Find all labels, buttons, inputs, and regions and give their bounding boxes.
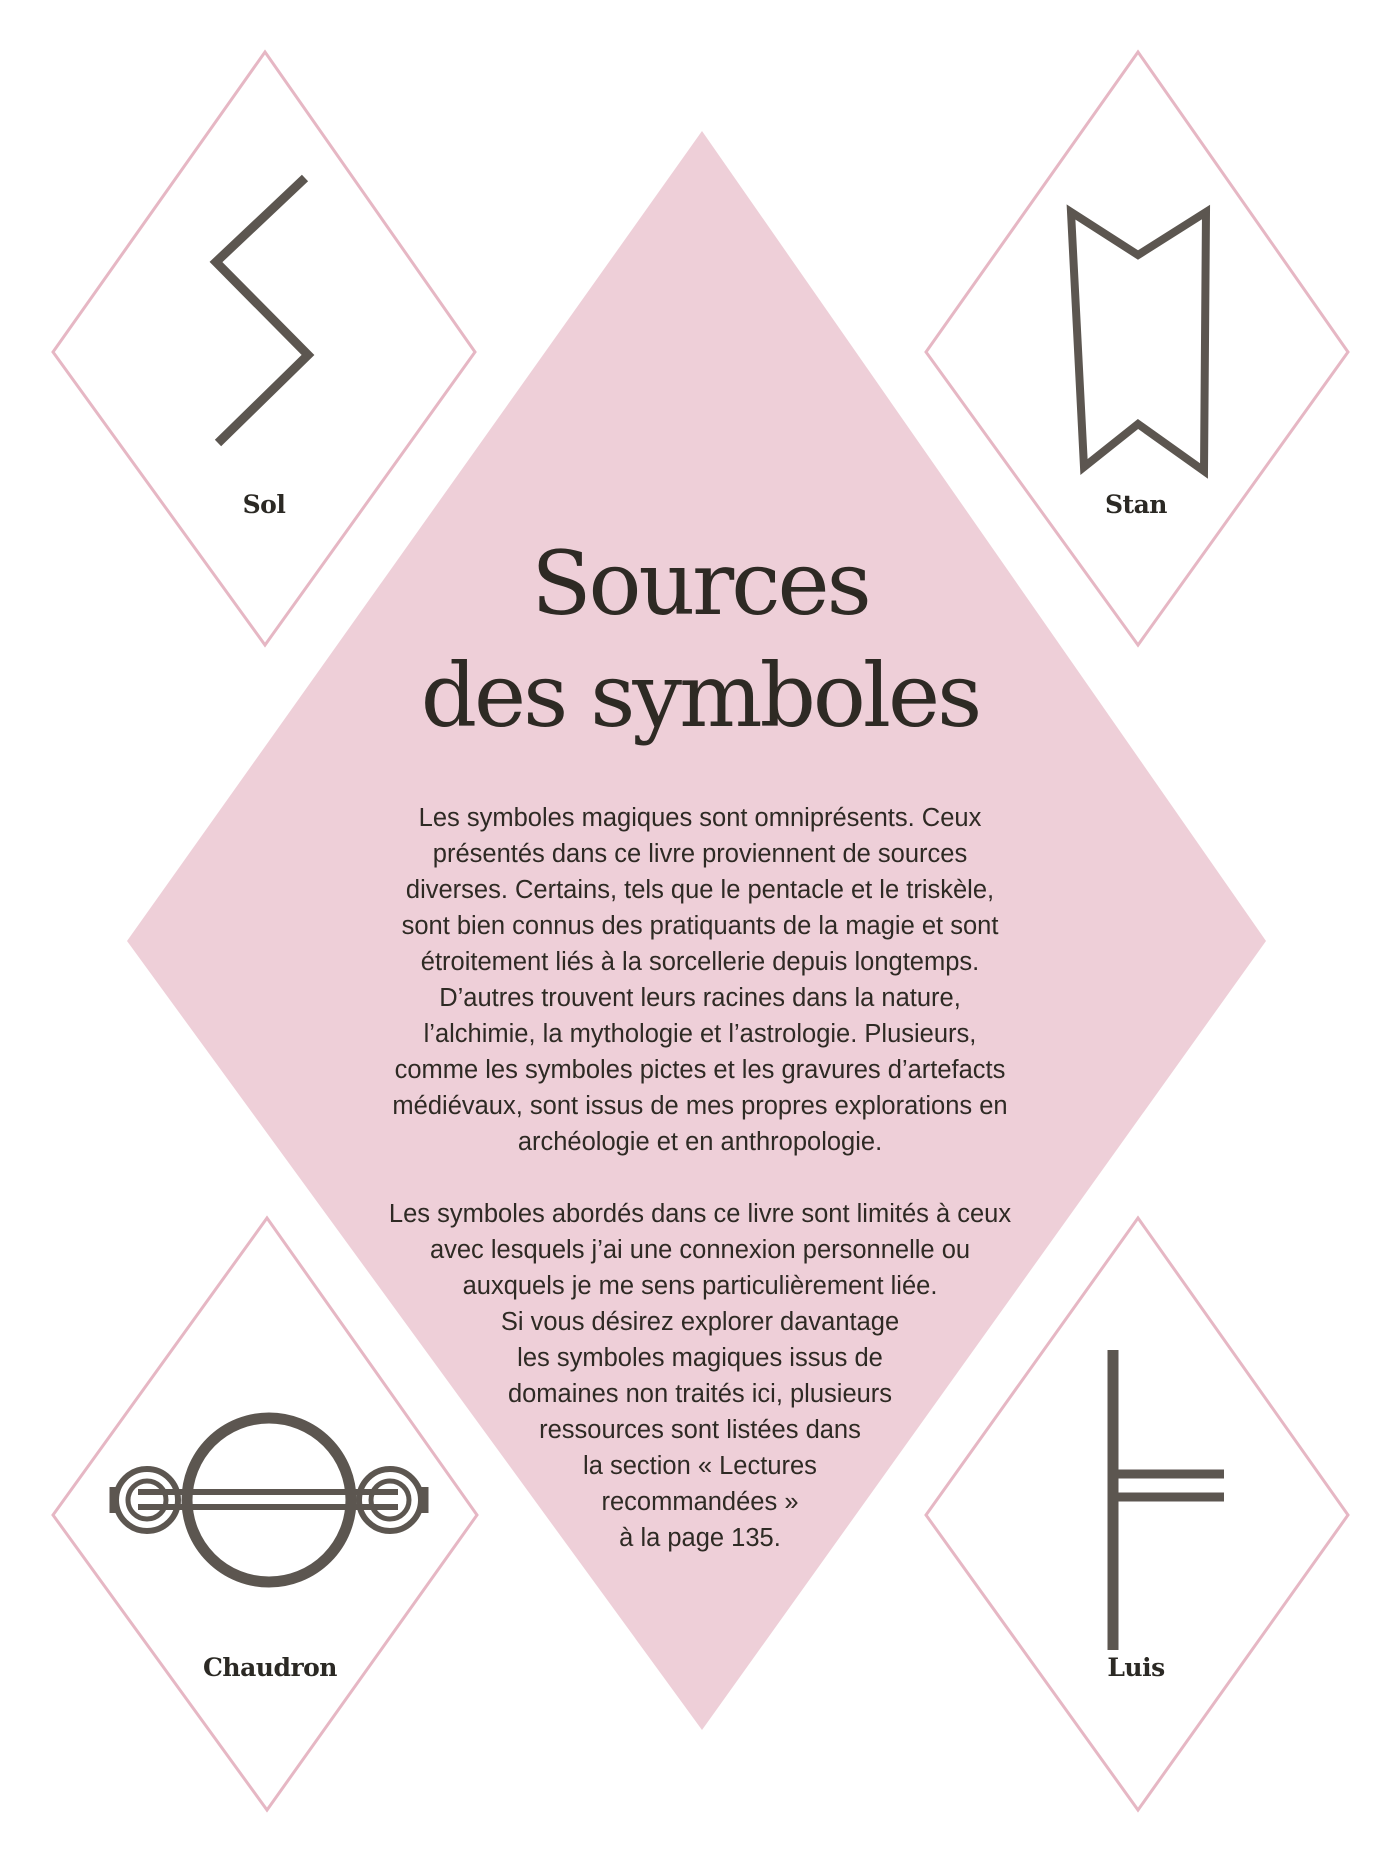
text-line: les symboles magiques issus de [517,1344,883,1372]
text-line: sont bien connus des pratiquants de la magie et sont [401,912,999,940]
label-chaudron: Chaudron [203,1653,337,1682]
text-line: à la page 135. [619,1524,781,1552]
text-line: recommandées » [601,1488,799,1516]
text-line: étroitement liés à la sorcellerie depuis longtemps. [420,948,980,976]
label-sol: Sol [242,490,286,519]
paragraph-2 [340,1196,1060,1556]
paragraph-1 [340,800,1060,1160]
body-text [340,800,1060,1556]
text-line: D’autres trouvent leurs racines dans la nature, [439,984,961,1012]
text-line: la section « Lectures [583,1452,817,1480]
title-line: Sources [531,532,869,635]
text-line: médiévaux, sont issus de mes propres explorations en [392,1092,1008,1120]
text-line: comme les symboles pictes et les gravures d’artefacts [394,1056,1006,1084]
title-line: des symboles [420,644,980,747]
text-line: auxquels je me sens particulièrement liée. [462,1272,938,1300]
label-stan: Stan [1105,490,1167,519]
text-line: diverses. Certains, tels que le pentacle et le triskèle, [405,876,995,904]
text-line: archéologie et en anthropologie. [517,1128,883,1156]
label-luis: Luis [1107,1653,1165,1682]
page-title [300,528,1100,752]
text-line: avec lesquels j’ai une connexion personnelle ou [429,1236,971,1264]
text-line: domaines non traités ici, plusieurs [507,1380,893,1408]
text-line: Les symboles abordés dans ce livre sont limités à ceux [388,1200,1012,1228]
text-line: Si vous désirez explorer davantage [500,1308,900,1336]
text-line: ressources sont listées dans [539,1416,861,1444]
text-line: l’alchimie, la mythologie et l’astrologie. Plusieurs, [423,1020,977,1048]
text-line: Les symboles magiques sont omniprésents. Ceux [418,804,982,832]
text-line: présentés dans ce livre proviennent de sources [432,840,968,868]
